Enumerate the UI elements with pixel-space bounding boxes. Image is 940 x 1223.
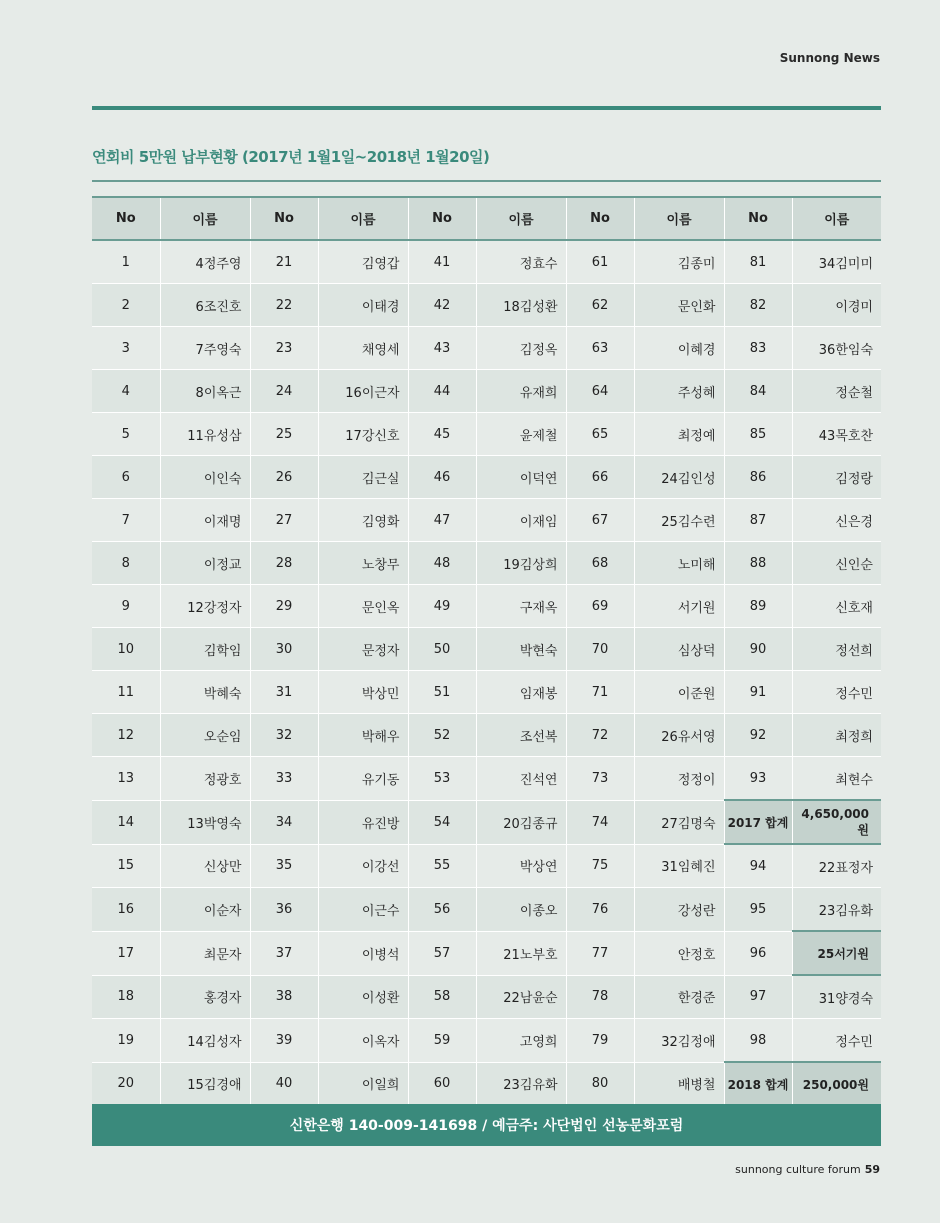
member-no-cell: 65 — [566, 413, 634, 456]
member-no-cell: 66 — [566, 456, 634, 499]
member-name-cell: 신은경 — [792, 499, 881, 542]
member-name-cell: 20김종규 — [476, 800, 566, 844]
member-name-cell: 16이근자 — [318, 370, 408, 413]
member-name-cell: 이일희 — [318, 1062, 408, 1106]
member-name-cell: 최정희 — [792, 714, 881, 757]
member-no-cell: 8 — [92, 542, 160, 585]
member-no-cell: 47 — [408, 499, 476, 542]
bank-info-bar: 신한은행 140-009-141698 / 예금주: 사단법인 선농문화포럼 — [92, 1104, 881, 1146]
member-name-cell: 안정호 — [634, 931, 724, 975]
member-no-cell: 42 — [408, 284, 476, 327]
member-name-cell: 정수민 — [792, 1019, 881, 1063]
member-name-cell: 23김유화 — [476, 1062, 566, 1106]
member-name-cell: 22남윤순 — [476, 975, 566, 1019]
table-row — [92, 888, 881, 932]
member-no-cell: 26 — [250, 456, 318, 499]
member-name-cell: 이순자 — [160, 888, 250, 932]
member-no-cell: 17 — [92, 931, 160, 975]
member-name-cell: 26유서영 — [634, 714, 724, 757]
table-row — [92, 1019, 881, 1063]
member-no-cell: 3 — [92, 327, 160, 370]
member-no-cell: 36 — [250, 888, 318, 932]
member-no-cell: 5 — [92, 413, 160, 456]
member-no-cell: 98 — [724, 1019, 792, 1063]
member-name-cell: 유기동 — [318, 757, 408, 801]
member-no-cell: 38 — [250, 975, 318, 1019]
member-name-cell: 34김미미 — [792, 240, 881, 284]
member-name-cell: 구재옥 — [476, 585, 566, 628]
page-number: 59 — [864, 1163, 880, 1176]
member-name-cell: 이재명 — [160, 499, 250, 542]
table-row — [92, 931, 881, 975]
member-no-cell: 95 — [724, 888, 792, 932]
table-row — [92, 671, 881, 714]
member-name-cell: 노미해 — [634, 542, 724, 585]
column-header-no: No — [92, 197, 160, 240]
table-row — [92, 370, 881, 413]
member-no-cell: 88 — [724, 542, 792, 585]
member-no-cell: 94 — [724, 844, 792, 888]
column-header-name: 이름 — [160, 197, 250, 240]
member-no-cell: 16 — [92, 888, 160, 932]
member-name-cell: 홍경자 — [160, 975, 250, 1019]
member-name-cell: 신상만 — [160, 844, 250, 888]
member-no-cell: 7 — [92, 499, 160, 542]
table-row — [92, 499, 881, 542]
member-name-cell: 이경미 — [792, 284, 881, 327]
total-value-cell: 250,000원 — [792, 1062, 881, 1106]
member-name-cell: 15김경애 — [160, 1062, 250, 1106]
member-no-cell: 93 — [724, 757, 792, 801]
member-no-cell: 25 — [250, 413, 318, 456]
member-no-cell: 6 — [92, 456, 160, 499]
member-name-cell: 17강신호 — [318, 413, 408, 456]
member-no-cell: 27 — [250, 499, 318, 542]
table-row — [92, 456, 881, 499]
column-header-name: 이름 — [634, 197, 724, 240]
member-no-cell: 72 — [566, 714, 634, 757]
member-name-cell: 박혜숙 — [160, 671, 250, 714]
member-no-cell: 97 — [724, 975, 792, 1019]
member-name-cell: 배병철 — [634, 1062, 724, 1106]
table-row — [92, 800, 881, 844]
member-no-cell: 18 — [92, 975, 160, 1019]
member-name-cell: 25김수련 — [634, 499, 724, 542]
member-name-cell: 이혜경 — [634, 327, 724, 370]
member-name-cell: 이강선 — [318, 844, 408, 888]
member-no-cell: 13 — [92, 757, 160, 801]
member-no-cell: 19 — [92, 1019, 160, 1063]
column-header-name: 이름 — [476, 197, 566, 240]
member-no-cell: 85 — [724, 413, 792, 456]
member-name-cell: 최현수 — [792, 757, 881, 801]
table-row — [92, 844, 881, 888]
member-no-cell: 22 — [250, 284, 318, 327]
member-name-cell: 43목호찬 — [792, 413, 881, 456]
member-no-cell: 52 — [408, 714, 476, 757]
member-no-cell: 37 — [250, 931, 318, 975]
table-row — [92, 757, 881, 801]
member-name-cell: 23김유화 — [792, 888, 881, 932]
member-name-cell: 강성란 — [634, 888, 724, 932]
member-no-cell: 29 — [250, 585, 318, 628]
member-name-cell: 최정예 — [634, 413, 724, 456]
member-name-cell: 노창무 — [318, 542, 408, 585]
table-row — [92, 714, 881, 757]
member-name-cell: 신호재 — [792, 585, 881, 628]
member-no-cell: 89 — [724, 585, 792, 628]
total-label-cell: 2017 합계 — [724, 800, 792, 844]
member-name-cell: 김정옥 — [476, 327, 566, 370]
member-no-cell: 58 — [408, 975, 476, 1019]
member-name-cell: 정수민 — [792, 671, 881, 714]
member-no-cell: 87 — [724, 499, 792, 542]
member-no-cell: 91 — [724, 671, 792, 714]
member-no-cell: 23 — [250, 327, 318, 370]
member-name-cell: 14김성자 — [160, 1019, 250, 1063]
member-no-cell: 60 — [408, 1062, 476, 1106]
member-no-cell: 33 — [250, 757, 318, 801]
member-name-cell: 이성환 — [318, 975, 408, 1019]
member-no-cell: 61 — [566, 240, 634, 284]
member-name-cell: 신인순 — [792, 542, 881, 585]
member-no-cell: 96 — [724, 931, 792, 975]
member-name-cell: 정효수 — [476, 240, 566, 284]
member-name-cell: 정선희 — [792, 628, 881, 671]
member-name-cell: 김영화 — [318, 499, 408, 542]
member-name-cell: 김근실 — [318, 456, 408, 499]
member-no-cell: 41 — [408, 240, 476, 284]
member-no-cell: 92 — [724, 714, 792, 757]
table-row — [92, 413, 881, 456]
member-no-cell: 81 — [724, 240, 792, 284]
member-no-cell: 86 — [724, 456, 792, 499]
member-no-cell: 70 — [566, 628, 634, 671]
member-no-cell: 63 — [566, 327, 634, 370]
member-no-cell: 24 — [250, 370, 318, 413]
member-no-cell: 80 — [566, 1062, 634, 1106]
member-name-cell: 윤제철 — [476, 413, 566, 456]
member-no-cell: 50 — [408, 628, 476, 671]
member-no-cell: 73 — [566, 757, 634, 801]
member-name-cell: 이인숙 — [160, 456, 250, 499]
member-name-cell: 한경준 — [634, 975, 724, 1019]
page-title: 연회비 5만원 납부현황 (2017년 1월1일~2018년 1월20일) — [92, 148, 490, 166]
member-name-cell: 이병석 — [318, 931, 408, 975]
member-name-cell: 유진방 — [318, 800, 408, 844]
member-no-cell: 15 — [92, 844, 160, 888]
member-name-cell: 박상민 — [318, 671, 408, 714]
member-name-cell: 정광호 — [160, 757, 250, 801]
member-no-cell: 51 — [408, 671, 476, 714]
member-name-cell: 박현숙 — [476, 628, 566, 671]
page-footer — [735, 1163, 880, 1176]
member-no-cell: 21 — [250, 240, 318, 284]
member-name-cell: 21노부호 — [476, 931, 566, 975]
member-name-cell: 조선복 — [476, 714, 566, 757]
member-name-cell: 19김상희 — [476, 542, 566, 585]
member-no-cell: 46 — [408, 456, 476, 499]
member-no-cell: 35 — [250, 844, 318, 888]
member-no-cell: 67 — [566, 499, 634, 542]
member-no-cell: 34 — [250, 800, 318, 844]
member-name-cell: 27김명숙 — [634, 800, 724, 844]
member-no-cell: 77 — [566, 931, 634, 975]
member-no-cell: 4 — [92, 370, 160, 413]
table-row — [92, 327, 881, 370]
member-name-cell: 진석연 — [476, 757, 566, 801]
table-row — [92, 284, 881, 327]
column-header-name: 이름 — [318, 197, 408, 240]
member-no-cell: 82 — [724, 284, 792, 327]
member-no-cell: 49 — [408, 585, 476, 628]
member-name-cell: 4정주영 — [160, 240, 250, 284]
column-header-no: No — [250, 197, 318, 240]
member-no-cell: 28 — [250, 542, 318, 585]
member-no-cell: 55 — [408, 844, 476, 888]
member-name-cell: 김정랑 — [792, 456, 881, 499]
member-name-cell: 김학임 — [160, 628, 250, 671]
member-no-cell: 71 — [566, 671, 634, 714]
member-no-cell: 62 — [566, 284, 634, 327]
member-name-cell: 13박영숙 — [160, 800, 250, 844]
member-name-cell: 문인화 — [634, 284, 724, 327]
member-name-cell: 이재임 — [476, 499, 566, 542]
table-header-row — [92, 197, 881, 240]
member-name-cell: 채영세 — [318, 327, 408, 370]
member-name-cell: 36한임숙 — [792, 327, 881, 370]
member-name-cell: 이종오 — [476, 888, 566, 932]
member-name-cell: 11유성삼 — [160, 413, 250, 456]
member-name-cell: 18김성환 — [476, 284, 566, 327]
member-name-cell: 임재봉 — [476, 671, 566, 714]
member-no-cell: 56 — [408, 888, 476, 932]
member-name-cell: 이덕연 — [476, 456, 566, 499]
column-header-name: 이름 — [792, 197, 881, 240]
table-row — [92, 1062, 881, 1106]
member-no-cell: 54 — [408, 800, 476, 844]
member-no-cell: 43 — [408, 327, 476, 370]
member-no-cell: 12 — [92, 714, 160, 757]
member-no-cell: 83 — [724, 327, 792, 370]
member-name-cell: 이태경 — [318, 284, 408, 327]
member-no-cell: 45 — [408, 413, 476, 456]
member-name-cell: 31양경숙 — [792, 975, 881, 1019]
title-divider — [92, 180, 881, 182]
column-header-no: No — [408, 197, 476, 240]
member-no-cell: 48 — [408, 542, 476, 585]
payment-table — [92, 196, 881, 1107]
member-name-cell: 문인옥 — [318, 585, 408, 628]
member-name-cell: 주성혜 — [634, 370, 724, 413]
total-value-cell: 4,650,000원 — [792, 800, 881, 844]
member-no-cell: 68 — [566, 542, 634, 585]
member-no-cell: 14 — [92, 800, 160, 844]
member-no-cell: 32 — [250, 714, 318, 757]
member-no-cell: 44 — [408, 370, 476, 413]
member-no-cell: 57 — [408, 931, 476, 975]
member-name-cell: 유재희 — [476, 370, 566, 413]
member-no-cell: 11 — [92, 671, 160, 714]
member-name-cell: 박해우 — [318, 714, 408, 757]
member-no-cell: 69 — [566, 585, 634, 628]
column-header-no: No — [724, 197, 792, 240]
member-name-cell: 정정이 — [634, 757, 724, 801]
publication-name: sunnong culture forum — [735, 1163, 861, 1176]
member-name-cell: 이정교 — [160, 542, 250, 585]
member-no-cell: 10 — [92, 628, 160, 671]
member-no-cell: 9 — [92, 585, 160, 628]
member-no-cell: 30 — [250, 628, 318, 671]
member-name-cell: 김영갑 — [318, 240, 408, 284]
member-name-cell: 이옥자 — [318, 1019, 408, 1063]
member-no-cell: 40 — [250, 1062, 318, 1106]
member-name-cell: 6조진호 — [160, 284, 250, 327]
member-name-cell: 12강정자 — [160, 585, 250, 628]
member-name-cell: 이근수 — [318, 888, 408, 932]
member-no-cell: 74 — [566, 800, 634, 844]
member-name-cell: 32김정애 — [634, 1019, 724, 1063]
member-name-cell: 이준원 — [634, 671, 724, 714]
total-label-cell: 2018 합계 — [724, 1062, 792, 1106]
member-no-cell: 75 — [566, 844, 634, 888]
member-no-cell: 76 — [566, 888, 634, 932]
member-no-cell: 78 — [566, 975, 634, 1019]
table-row — [92, 585, 881, 628]
member-no-cell: 20 — [92, 1062, 160, 1106]
member-no-cell: 1 — [92, 240, 160, 284]
total-value-cell: 25서기원 — [792, 931, 881, 975]
member-no-cell: 39 — [250, 1019, 318, 1063]
member-name-cell: 오순임 — [160, 714, 250, 757]
member-name-cell: 7주영숙 — [160, 327, 250, 370]
member-no-cell: 59 — [408, 1019, 476, 1063]
member-name-cell: 최문자 — [160, 931, 250, 975]
member-no-cell: 2 — [92, 284, 160, 327]
member-no-cell: 64 — [566, 370, 634, 413]
member-name-cell: 31임혜진 — [634, 844, 724, 888]
member-name-cell: 24김인성 — [634, 456, 724, 499]
member-no-cell: 53 — [408, 757, 476, 801]
member-name-cell: 고영희 — [476, 1019, 566, 1063]
member-name-cell: 8이옥근 — [160, 370, 250, 413]
member-name-cell: 김종미 — [634, 240, 724, 284]
member-name-cell: 정순철 — [792, 370, 881, 413]
member-no-cell: 84 — [724, 370, 792, 413]
table-row — [92, 240, 881, 284]
member-name-cell: 서기원 — [634, 585, 724, 628]
member-no-cell: 90 — [724, 628, 792, 671]
table-row — [92, 975, 881, 1019]
table-row — [92, 542, 881, 585]
column-header-no: No — [566, 197, 634, 240]
member-name-cell: 22표정자 — [792, 844, 881, 888]
member-name-cell: 심상덕 — [634, 628, 724, 671]
member-no-cell: 31 — [250, 671, 318, 714]
member-no-cell: 79 — [566, 1019, 634, 1063]
section-label: Sunnong News — [779, 51, 880, 65]
top-divider — [92, 106, 881, 110]
member-name-cell: 문정자 — [318, 628, 408, 671]
table-row — [92, 628, 881, 671]
member-name-cell: 박상연 — [476, 844, 566, 888]
